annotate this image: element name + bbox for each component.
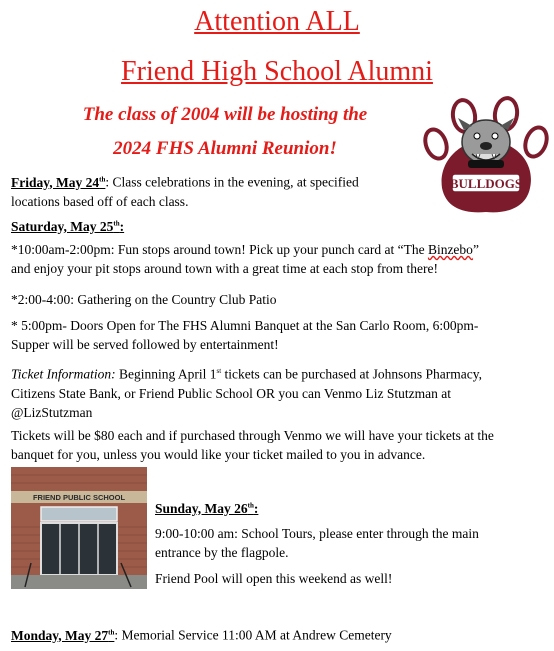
monday-text: : Memorial Service 11:00 AM at Andrew Cemetery [114, 627, 392, 643]
saturday-item-1: *10:00am-2:00pm: Fun stops around town! Pick up your punch card at “The Binzebo” and enjoy your pit stops around town with a great time at each stop from there! [11, 242, 479, 276]
binzebo-text: Binzebo [427, 242, 473, 257]
sunday-label: Sunday, May 26th: [155, 500, 259, 516]
school-photo [11, 467, 147, 589]
friday-section [11, 170, 547, 211]
saturday-heading [11, 214, 547, 236]
sunday-pool: Friend Pool will open this weekend as well! [155, 571, 393, 586]
friday-text-line2: locations based off of each class. [11, 193, 189, 209]
ticket-info-label: Ticket Information: [11, 366, 116, 382]
saturday-item-2: *2:00-4:00: Gathering on the Country Club Patio [11, 292, 277, 307]
logo-text: BULLDOGS [449, 176, 523, 191]
saturday-item-3: * 5:00pm- Doors Open for The FHS Alumni Banquet at the San Carlo Room, 6:00pm- Supper will be served followed by entertainment! [11, 318, 479, 352]
friday-label: Friday, May 24th [11, 174, 106, 190]
sunday-tours: 9:00-10:00 am: School Tours, please enter through the main entrance by the flagpole. [155, 526, 479, 560]
school-sign-text: FRIEND PUBLIC SCHOOL [32, 493, 126, 502]
friday-text: : Class celebrations in the evening, at specified [105, 174, 359, 190]
flyer-subtitle-line1: The class of 2004 will be hosting the [82, 104, 368, 125]
monday-label: Monday, May 27th [11, 627, 115, 643]
flyer-title-line2: Friend High School Alumni [121, 56, 433, 87]
ticket-price: Tickets will be $80 each and if purchased through Venmo we will have your tickets at the banquet for you, unless you would like your ticket mailed to you in advance. [11, 428, 494, 462]
monday-section [11, 623, 547, 645]
ticket-info: Ticket Information: Beginning April 1st tickets can be purchased at Johnsons Pharmacy, Citizens State Bank, or Friend Public School OR you can Venmo Liz Stutzman at @LizStutzman [11, 366, 482, 420]
flyer-subtitle-line2: 2024 FHS Alumni Reunion! [113, 138, 337, 159]
saturday-label: Saturday, May 25th: [11, 218, 125, 234]
flyer-title-line1: Attention ALL [194, 6, 360, 37]
sunday-heading [155, 496, 545, 518]
